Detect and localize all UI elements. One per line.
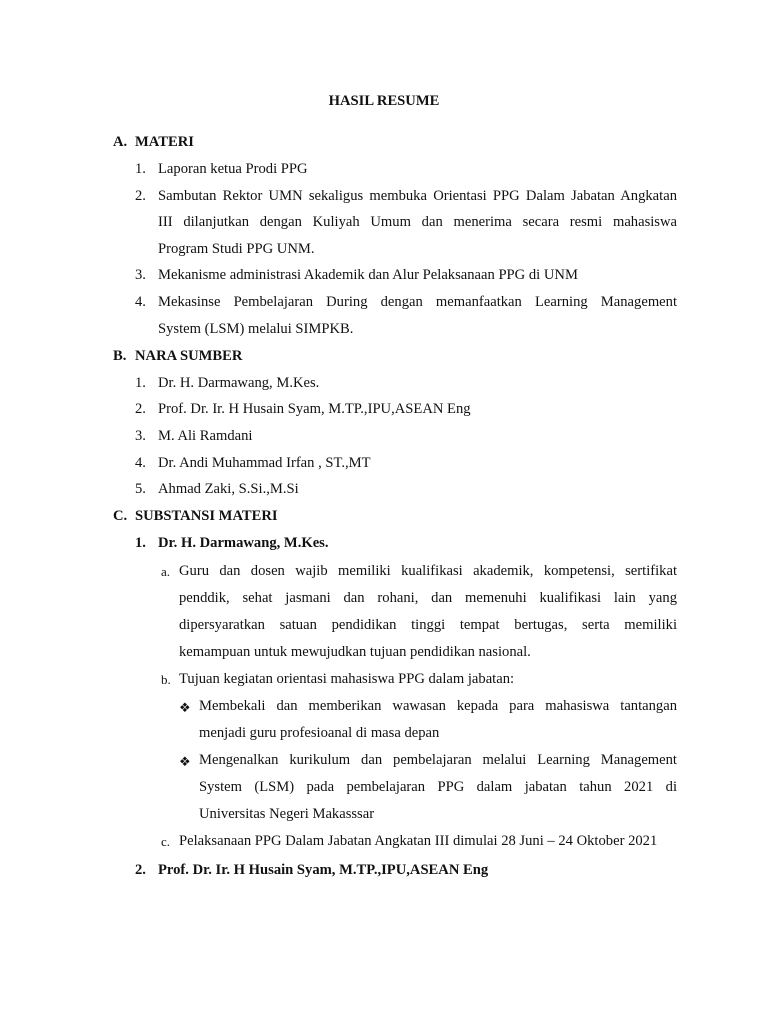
item-letter: c. <box>161 834 171 849</box>
list-item-line: Mekasinse Pembelajaran During dengan memanfaatkan Learning Management <box>158 294 677 310</box>
list-item-line: Program Studi PPG UNM. <box>158 241 315 257</box>
section-heading-materi <box>113 134 194 151</box>
subsection-title: Prof. Dr. Ir. H Husain Syam, M.TP.,IPU,ASEAN Eng <box>158 862 489 878</box>
speaker-name: Ahmad Zaki, S.Si.,M.Si <box>158 481 299 497</box>
bullet-line: Mengenalkan kurikulum dan pembelajaran melalui Learning Management <box>199 752 677 768</box>
list-number: 1. <box>135 375 146 391</box>
document-title: HASIL RESUME <box>328 93 440 109</box>
paragraph-line: dipersyaratkan satuan pendidikan tinggi tempat bertugas, serta memiliki <box>179 617 677 633</box>
list-number: 3. <box>135 428 146 444</box>
item-letter: b. <box>161 672 171 687</box>
list-item: Mekanisme administrasi Akademik dan Alur Pelaksanaan PPG di UNM <box>158 267 578 283</box>
item-letter: a. <box>161 564 171 579</box>
section-label: A. <box>113 134 128 150</box>
speaker-name: Prof. Dr. Ir. H Husain Syam, M.TP.,IPU,ASEAN Eng <box>158 401 471 417</box>
list-item: Laporan ketua Prodi PPG <box>158 161 308 177</box>
subsection-number: 2. <box>135 862 146 878</box>
section-title: MATERI <box>135 134 194 150</box>
paragraph-line: Pelaksanaan PPG Dalam Jabatan Angkatan III dimulai 28 Juni – 24 Oktober 2021 <box>179 833 658 849</box>
section-heading-substansi-materi <box>113 508 278 525</box>
list-number: 2. <box>135 401 146 417</box>
list-number: 3. <box>135 267 146 283</box>
paragraph-line: penddik, sehat jasmani dan rohani, dan memenuhi kualifikasi lain yang <box>179 590 677 606</box>
list-number: 2. <box>135 188 146 204</box>
section-heading-nara-sumber <box>113 348 242 365</box>
speaker-name: M. Ali Ramdani <box>158 428 253 444</box>
subsection-number: 1. <box>135 535 146 551</box>
section-title: NARA SUMBER <box>135 348 243 364</box>
section-label: B. <box>113 348 127 364</box>
section-title: SUBSTANSI MATERI <box>135 508 278 524</box>
bullet-line: Universitas Negeri Makasssar <box>199 806 375 822</box>
diamond-bullet-icon: ❖ <box>179 700 191 715</box>
list-item-line: System (LSM) melalui SIMPKB. <box>158 321 354 337</box>
subsection-title: Dr. H. Darmawang, M.Kes. <box>158 535 329 551</box>
list-number: 5. <box>135 481 146 497</box>
bullet-line: menjadi guru profesioanal di masa depan <box>199 725 440 741</box>
list-number: 4. <box>135 294 146 310</box>
section-label: C. <box>113 508 128 524</box>
list-item-line: Sambutan Rektor UMN sekaligus membuka Orientasi PPG Dalam Jabatan Angkatan <box>158 188 677 204</box>
list-item-line: III dilanjutkan dengan Kuliyah Umum dan menerima secara resmi mahasiswa <box>158 214 677 230</box>
speaker-name: Dr. Andi Muhammad Irfan , ST.,MT <box>158 455 371 471</box>
speaker-name: Dr. H. Darmawang, M.Kes. <box>158 375 320 391</box>
paragraph-line: Tujuan kegiatan orientasi mahasiswa PPG dalam jabatan: <box>179 671 515 687</box>
list-number: 1. <box>135 161 146 177</box>
bullet-line: Membekali dan memberikan wawasan kepada para mahasiswa tantangan <box>199 698 677 714</box>
paragraph-line: kemampuan untuk mewujudkan tujuan pendidikan nasional. <box>179 644 531 660</box>
bullet-line: System (LSM) pada pembelajaran PPG dalam jabatan tahun 2021 di <box>199 779 677 795</box>
list-number: 4. <box>135 455 146 471</box>
paragraph-line: Guru dan dosen wajib memiliki kualifikasi akademik, kompetensi, sertifikat <box>179 563 677 579</box>
diamond-bullet-icon: ❖ <box>179 754 191 769</box>
